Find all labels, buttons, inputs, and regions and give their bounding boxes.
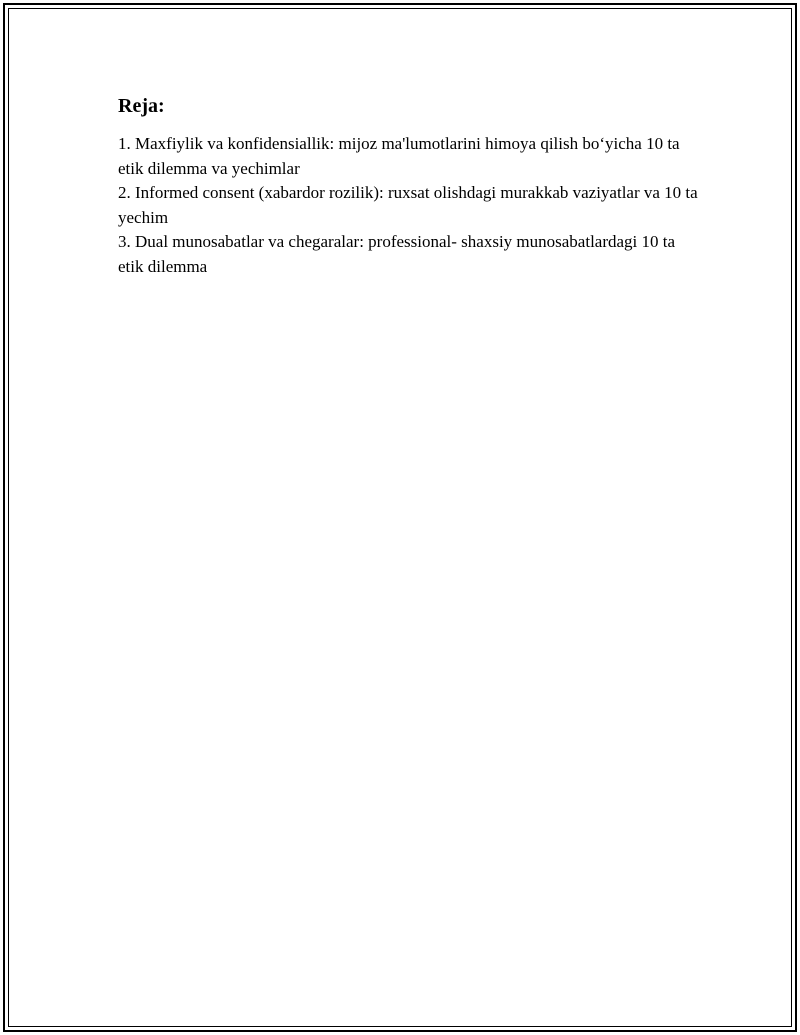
plan-item-2: 2. Informed consent (xabardor rozilik): ruxsat olishdagi murakkab vaziyatlar va 10 ta yechim	[118, 183, 698, 227]
plan-list	[118, 132, 698, 279]
plan-item-1: 1. Maxfiylik va konfidensiallik: mijoz ma'lumotlarini himoya qilish bo‘yicha 10 ta etik dilemma va yechimlar	[118, 134, 680, 178]
document-body	[118, 92, 698, 279]
plan-heading: Reja:	[118, 95, 165, 117]
plan-item-3: 3. Dual munosabatlar va chegaralar: professional- shaxsiy munosabatlardagi 10 ta etik dilemma	[118, 232, 676, 276]
